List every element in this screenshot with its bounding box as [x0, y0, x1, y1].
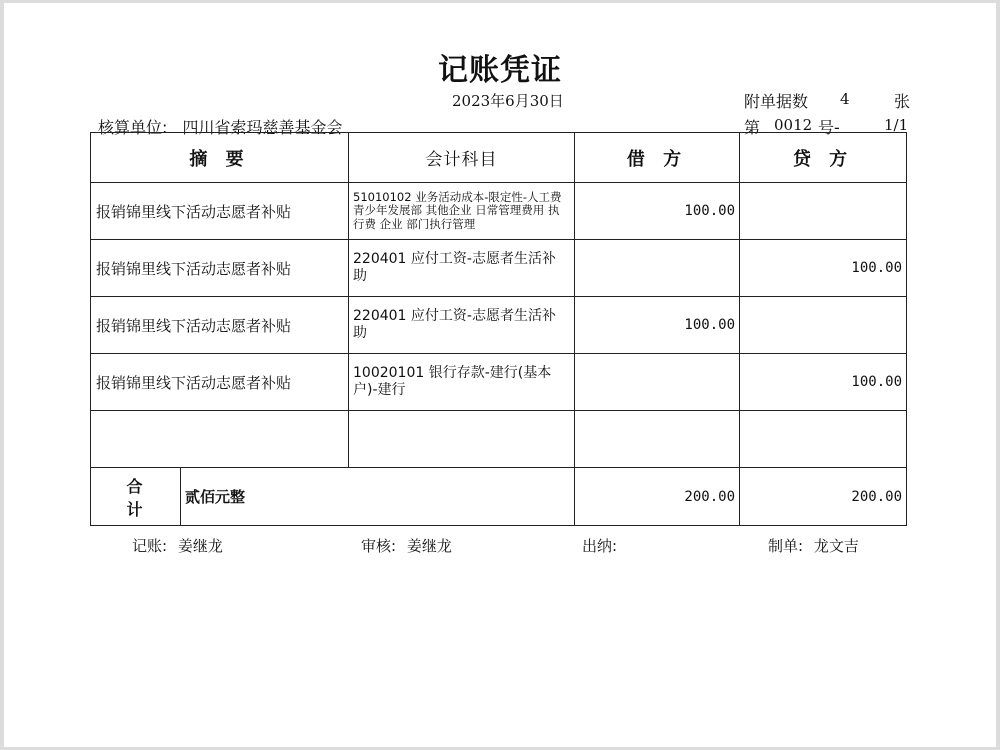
row-summary: 报销锦里线下活动志愿者补贴: [91, 297, 349, 354]
auditor-label: 审核:: [361, 537, 397, 555]
row-debit: 100.00: [575, 183, 740, 240]
row-account: 10020101 银行存款-建行(基本户)-建行: [349, 354, 575, 411]
voucher-page-count: 1/1: [884, 116, 909, 134]
row-account: 220401 应付工资-志愿者生活补助: [349, 240, 575, 297]
attachments-unit: 张: [894, 92, 911, 111]
row-debit: [575, 240, 740, 297]
attachments-count: 4: [840, 90, 850, 108]
accounting-unit-name: 四川省索玛慈善基金会: [182, 118, 343, 137]
bookkeeper-name: 姜继龙: [177, 537, 223, 555]
preparer-name: 龙文吉: [813, 537, 859, 555]
row-summary: 报销锦里线下活动志愿者补贴: [91, 183, 349, 240]
total-debit: 200.00: [575, 468, 740, 526]
header-debit: 借 方: [575, 133, 740, 183]
preparer-label: 制单:: [768, 537, 804, 555]
bookkeeper-signature: [132, 535, 223, 556]
row-debit: 100.00: [575, 297, 740, 354]
voucher-number-prefix: 第: [744, 118, 761, 137]
attachments-label: 附单据数: [744, 92, 809, 111]
row-debit: [575, 354, 740, 411]
header-summary: 摘 要: [91, 133, 349, 183]
total-label: 合 计: [91, 468, 181, 526]
total-amount-words: 贰佰元整: [181, 468, 575, 526]
voucher-date: 2023年6月30日: [452, 92, 564, 110]
preparer-signature: [768, 535, 859, 556]
table-row: [91, 354, 907, 411]
row-account: 220401 应付工资-志愿者生活补助: [349, 297, 575, 354]
voucher-table: [90, 132, 907, 526]
table-header-row: [91, 133, 907, 183]
bookkeeper-label: 记账:: [132, 537, 168, 555]
voucher-number-suffix: 号-: [818, 118, 840, 137]
cashier-signature: [582, 535, 623, 556]
cashier-label: 出纳:: [582, 537, 618, 555]
row-credit: [740, 183, 907, 240]
header-credit: 贷 方: [740, 133, 907, 183]
row-summary: 报销锦里线下活动志愿者补贴: [91, 354, 349, 411]
total-credit: 200.00: [740, 468, 907, 526]
table-row: [91, 183, 907, 240]
table-row-empty: [91, 411, 907, 468]
row-account: [349, 411, 575, 468]
table-row: [91, 297, 907, 354]
accounting-unit-label: 核算单位:: [98, 118, 168, 137]
auditor-name: 姜继龙: [406, 537, 452, 555]
auditor-signature: [361, 535, 452, 556]
row-debit: [575, 411, 740, 468]
total-row: [91, 468, 907, 526]
row-credit: 100.00: [740, 354, 907, 411]
table-row: [91, 240, 907, 297]
row-account: 51010102 业务活动成本-限定性-人工费 青少年发展部 其他企业 日常管理费用 执行费 企业 部门执行管理: [349, 183, 575, 240]
header-account: 会计科目: [349, 133, 575, 183]
row-credit: 100.00: [740, 240, 907, 297]
row-summary: [91, 411, 349, 468]
row-credit: [740, 297, 907, 354]
row-credit: [740, 411, 907, 468]
row-summary: 报销锦里线下活动志愿者补贴: [91, 240, 349, 297]
voucher-number-value: 0012: [774, 116, 813, 134]
voucher-title: 记账凭证: [438, 53, 562, 88]
